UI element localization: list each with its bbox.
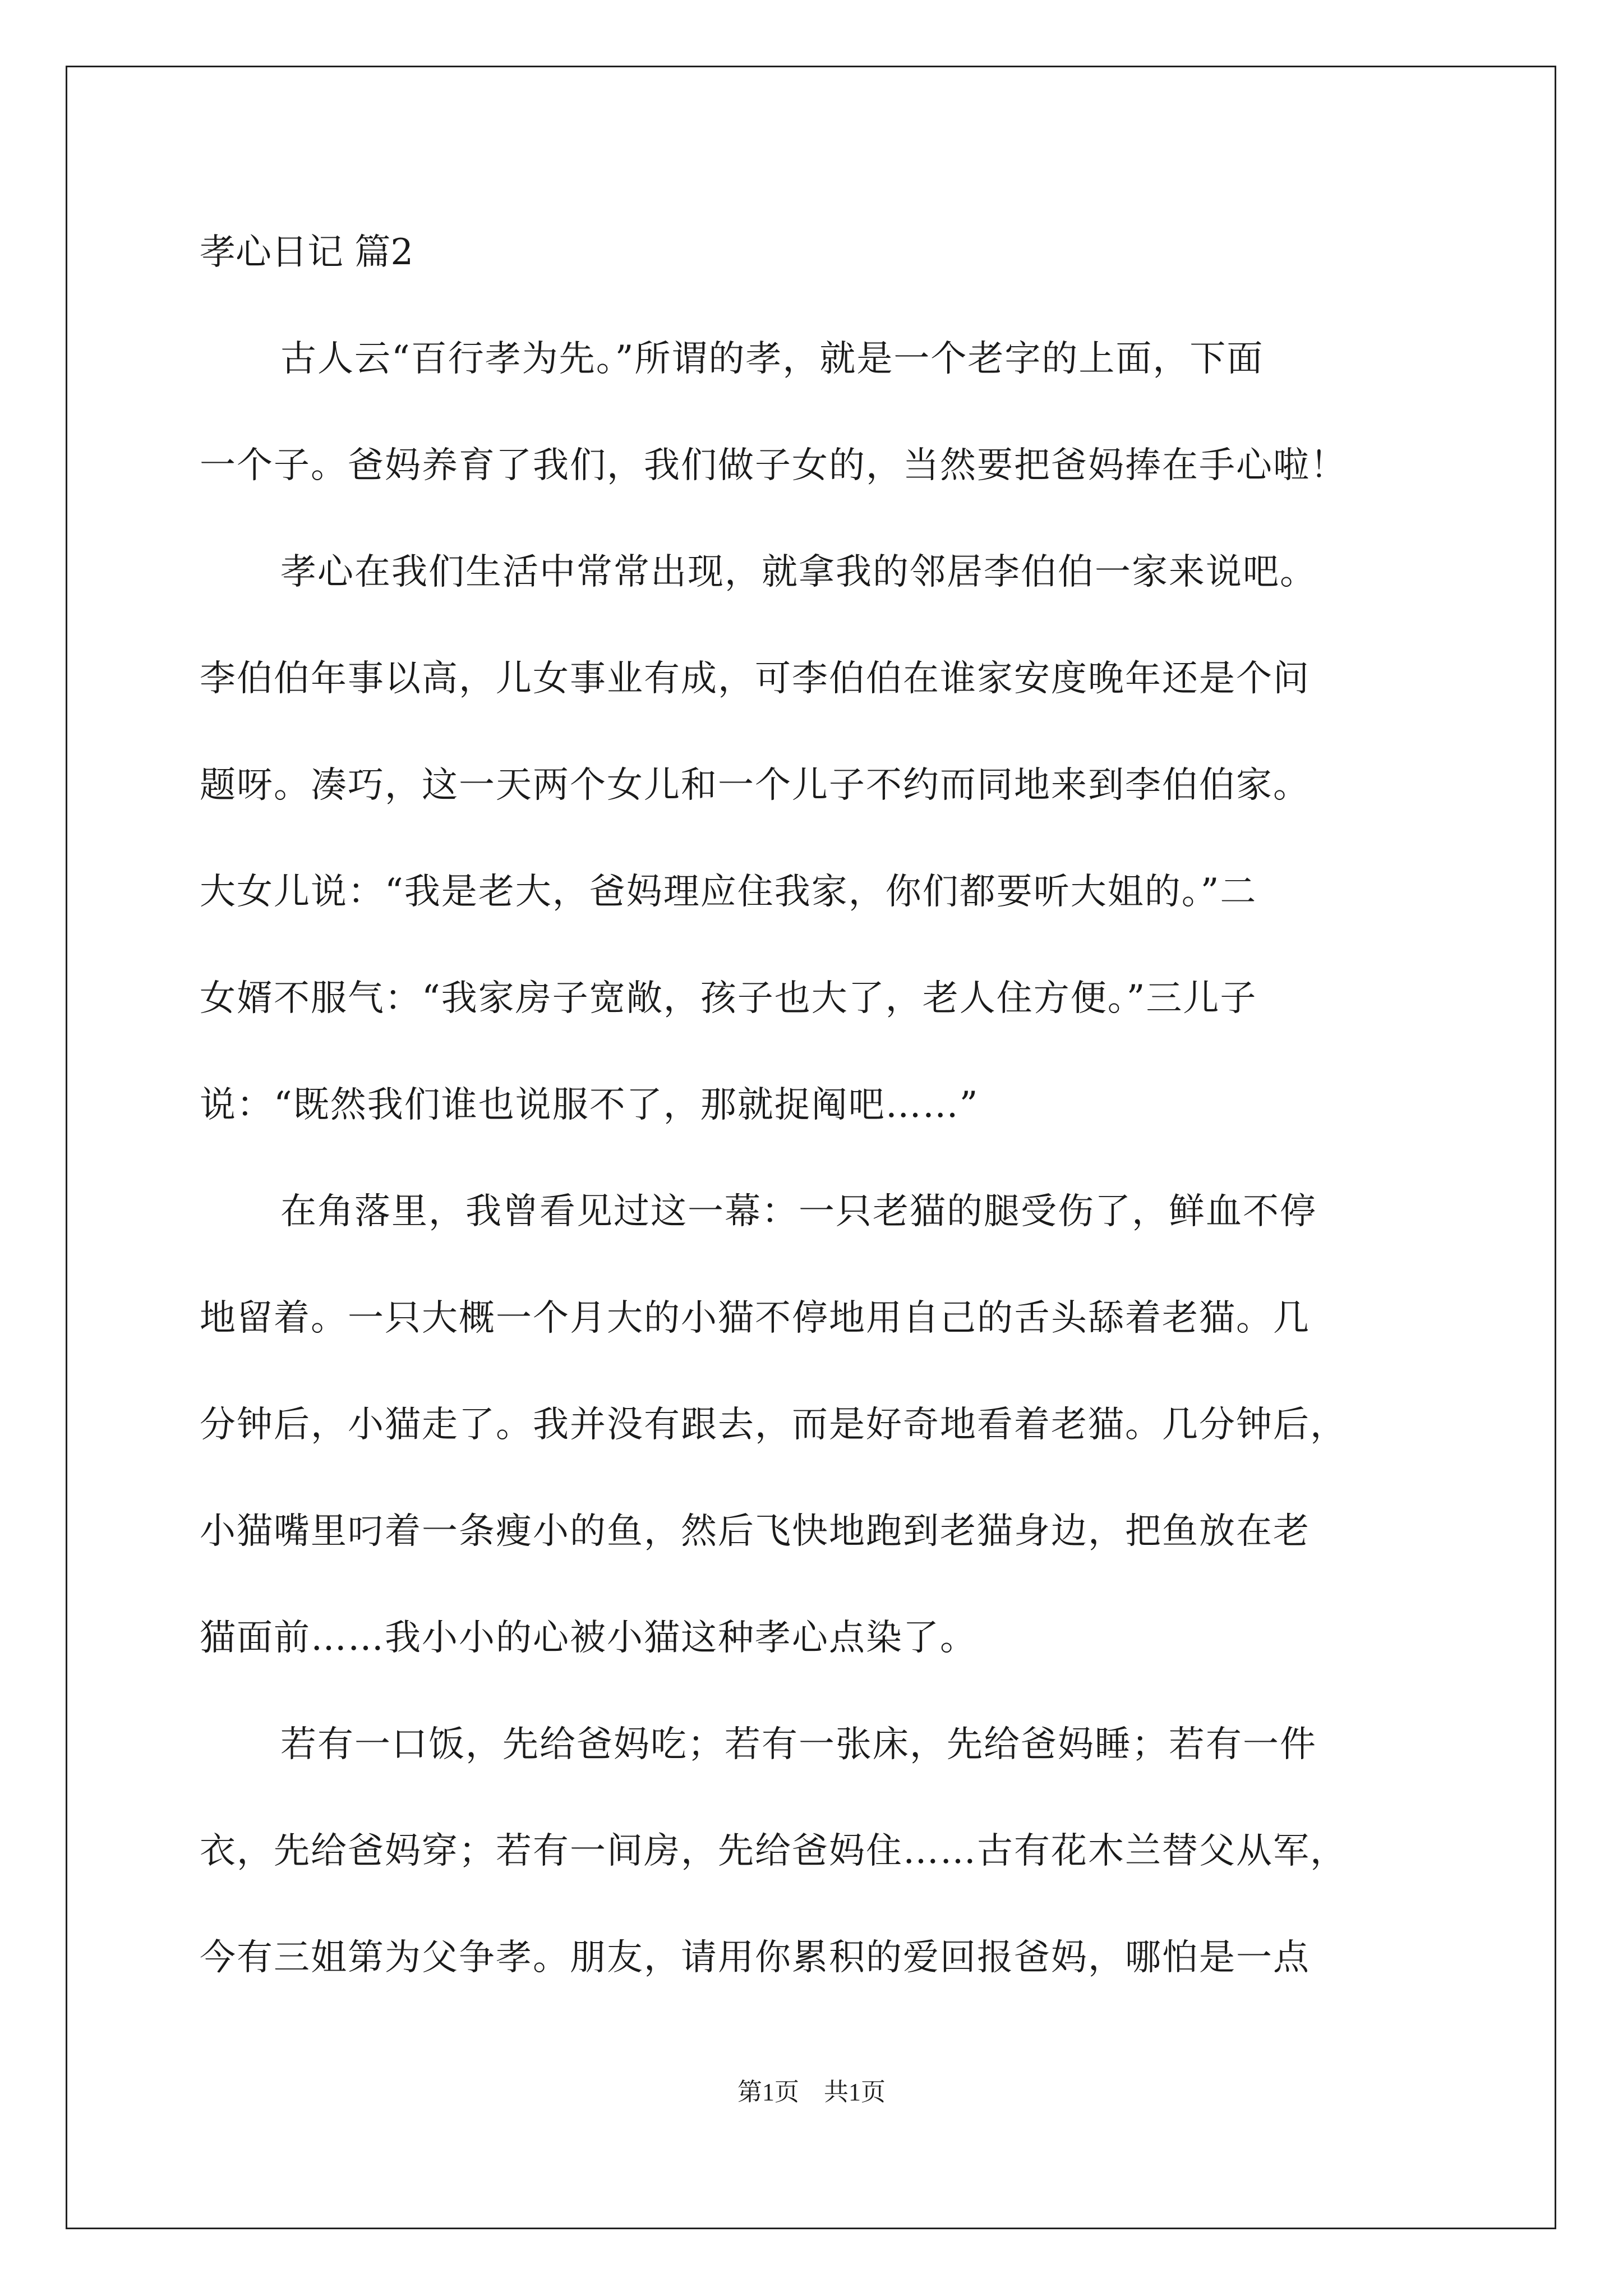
paragraph-4-line-3: 今有三姐第为父争孝。朋友，请用你累积的爱回报爸妈，哪怕是一点: [200, 1937, 1310, 1978]
paragraph-3-line-2: 地留着。一只大概一个月大的小猫不停地用自己的舌头舔着老猫。几: [200, 1297, 1310, 1339]
paragraph-4-line-1: 若有一口饭，先给爸妈吃；若有一张床，先给爸妈睡；若有一件: [280, 1724, 1317, 1765]
page-border: [66, 66, 1556, 2229]
paragraph-1-line-1: 古人云“百行孝为先。”所谓的孝，就是一个老字的上面，下面: [280, 338, 1264, 380]
paragraph-2-line-1: 孝心在我们生活中常常出现，就拿我的邻居李伯伯一家来说吧。: [280, 551, 1317, 593]
paragraph-2-line-3: 题呀。凑巧，这一天两个女儿和一个儿子不约而同地来到李伯伯家。: [200, 765, 1310, 806]
paragraph-2-line-2: 李伯伯年事以高，儿女事业有成，可李伯伯在谁家安度晚年还是个问: [200, 658, 1310, 700]
paragraph-2-line-4: 大女儿说：“我是老大，爸妈理应住我家，你们都要听大姐的。”二: [200, 871, 1257, 913]
paragraph-3-line-3: 分钟后，小猫走了。我并没有跟去，而是好奇地看着老猫。几分钟后，: [200, 1404, 1347, 1446]
paragraph-3-line-1: 在角落里，我曾看见过这一幕：一只老猫的腿受伤了，鲜血不停: [280, 1191, 1317, 1232]
page-number-footer: 第1页 共1页: [737, 2078, 886, 2106]
paragraph-2-line-6: 说：“既然我们谁也说服不了，那就捉阄吧……”: [200, 1084, 979, 1126]
paragraph-4-line-2: 衣，先给爸妈穿；若有一间房，先给爸妈住……古有花木兰替父从军，: [200, 1830, 1347, 1872]
paragraph-2-line-5: 女婿不服气：“我家房子宽敞，孩子也大了，老人住方便。”三儿子: [200, 978, 1257, 1019]
paragraph-3-line-4: 小猫嘴里叼着一条瘦小的鱼，然后飞快地跑到老猫身边，把鱼放在老: [200, 1511, 1310, 1552]
paragraph-3-line-5: 猫面前……我小小的心被小猫这种孝心点染了。: [200, 1617, 977, 1659]
paragraph-1-line-2: 一个子。爸妈养育了我们，我们做子女的，当然要把爸妈捧在手心啦！: [200, 445, 1347, 486]
document-title: 孝心日记 篇2: [200, 232, 414, 273]
